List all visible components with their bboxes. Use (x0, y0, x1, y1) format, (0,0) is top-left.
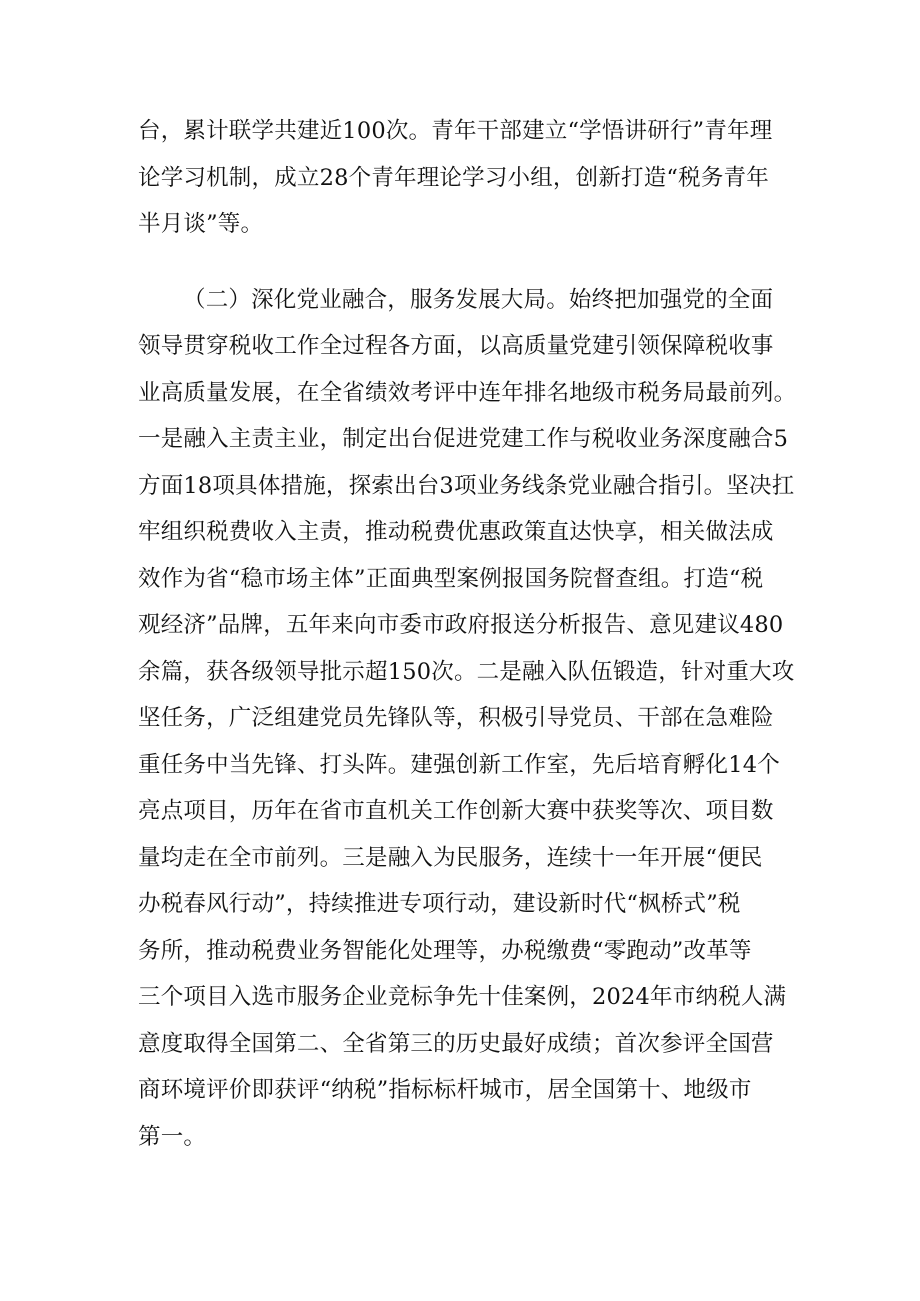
text-line: 坚任务，广泛组建党员先锋队等，积极引导党员、干部在急难险 (138, 705, 774, 731)
text-line-indented: （二）深化党业融合，服务发展大局。始终把加强党的全面 (183, 286, 774, 313)
text-line: 半月谈”等。 (138, 211, 264, 237)
text-line: 台，累计联学共建近100次。青年干部建立“学悟讲研行”青年理 (138, 118, 773, 144)
text-line: 余篇，获各级领导批示超150次。二是融入队伍锻造，针对重大攻 (138, 658, 795, 685)
text-line: 效作为省“稳市场主体”正面典型案例报国务院督查组。打造“税 (138, 565, 764, 592)
text-line: 方面18项具体措施，探索出台3项业务线条党业融合指引。坚决扛 (138, 472, 795, 499)
text-line: 重任务中当先锋、打头阵。建强创新工作室，先后培育孵化14个 (138, 751, 780, 778)
paragraph-2 (138, 277, 798, 1161)
text-line: 论学习机制，成立28个青年理论学习小组，创新打造“税务青年 (138, 164, 769, 191)
text-line: 量均走在全市前列。三是融入为民服务，连续十一年开展“便民 (138, 844, 763, 871)
text-line: 领导贯穿税收工作全过程各方面，以高质量党建引领保障税收事 (138, 333, 774, 359)
text-line: 意度取得全国第二、全省第三的历史最好成绩；首次参评全国营 (138, 1030, 774, 1057)
text-line: 亮点项目，历年在省市直机关工作创新大赛中获奖等次、项目数 (138, 798, 774, 824)
text-line: 观经济”品牌，五年来向市委市政府报送分析报告、意见建议480 (138, 612, 784, 638)
text-line: 第一。 (138, 1123, 207, 1150)
text-line: 务所，推动税费业务智能化处理等，办税缴费“零跑动”改革等 (138, 937, 752, 964)
document-body (138, 108, 798, 1160)
text-line: 一是融入主责主业，制定出台促进党建工作与税收业务深度融合5 (138, 426, 789, 452)
text-line: 业高质量发展，在全省绩效考评中连年排名地级市税务局最前列。 (138, 379, 797, 406)
text-line: 牢组织税费收入主责，推动税费优惠政策直达快享，相关做法成 (138, 519, 774, 545)
text-line: 商环境评价即获评“纳税”指标标杆城市，居全国第十、地级市 (138, 1077, 752, 1103)
paragraph-spacer (138, 248, 798, 277)
paragraph-1 (138, 108, 798, 248)
text-line: 办税春风行动”，持续推进专项行动，建设新时代“枫桥式”税 (138, 891, 741, 917)
text-line: 三个项目入选市服务企业竞标争先十佳案例，2024年市纳税人满 (138, 984, 787, 1010)
